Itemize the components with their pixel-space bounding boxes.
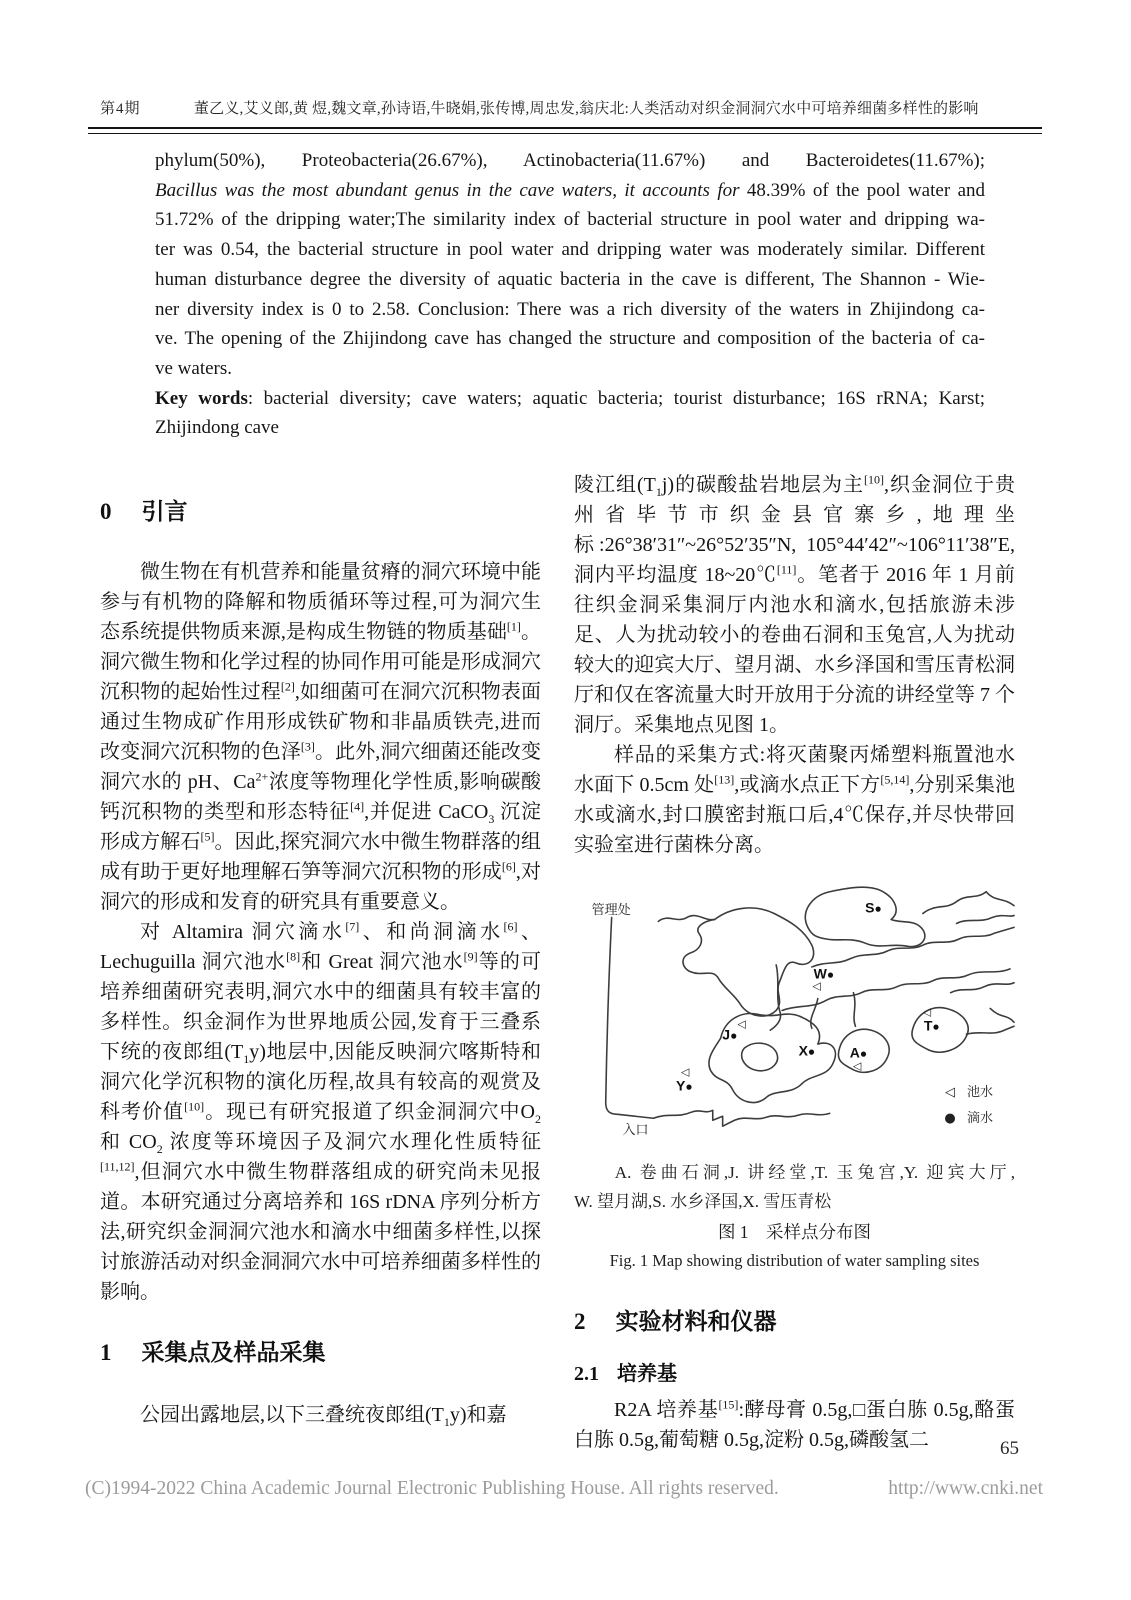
drip-water-dot-icon: ● [932, 1019, 940, 1034]
drip-water-dot-icon: ● [859, 1046, 868, 1061]
abstract-line [155, 354, 985, 384]
entrance-label: 入口 [622, 1123, 649, 1139]
figure-key-line-1: A. 卷曲石洞,J. 讲经堂,T. 玉兔宫,Y. 迎宾大厅, [614, 1163, 1015, 1182]
section-1-heading [100, 1329, 541, 1370]
abstract-line [155, 265, 985, 295]
sampling-point-label: S [865, 899, 875, 916]
subsection-2-1-heading [574, 1359, 1015, 1389]
abstract-text-segment: ter was 0.54, the bacterial structure in pool water and dripping water was moderately similar. Different [155, 239, 985, 261]
cave-outline [951, 983, 1014, 993]
abstract-text-segment: 48.39% of the pool water and [739, 179, 986, 201]
abstract-text-segment: ve. The opening of the Zhijindong cave has changed the structure and composition of the bacteria of ca- [155, 328, 985, 350]
cave-outline [986, 892, 1014, 906]
cave-outline [957, 915, 1014, 923]
page-number: 65 [1000, 1438, 1019, 1459]
figure-caption-zh: 图 1 采样点分布图 [717, 1222, 872, 1242]
page-footer [85, 1478, 1043, 1500]
cave-outline [912, 1005, 968, 1053]
figure-key [574, 1158, 1015, 1216]
sampling-point-label: T [923, 1017, 933, 1034]
cave-outline [683, 908, 814, 1016]
sampling-point-Y [676, 1078, 693, 1093]
page-header [100, 97, 1032, 118]
section-2-title: 实验材料和仪器 [615, 1308, 777, 1334]
sampling-point-S [865, 900, 882, 915]
cave-outline [966, 1026, 1014, 1034]
map-legend-row [943, 1080, 993, 1106]
cave-outline [653, 1110, 829, 1126]
section-2-paragraph: R2A 培养基[15]:酵母膏 0.5g,□蛋白胨 0.5g,酪蛋白胨 0.5g,葡萄糖 0.5g,淀粉 0.5g,磷酸氢二 [574, 1397, 1015, 1451]
left-column [100, 488, 541, 1430]
abstract-line [155, 235, 985, 265]
map-legend-row [943, 1106, 993, 1132]
right-paragraph-1: 陵江组$(T_1j)$的碳酸盐岩地层为主[10],织金洞位于贵州省毕节市织金县官寨乡,地理坐标:26°38′31″~26°52′35″N, 105°44′42″~106°11′38″E,洞内平均温度 18~20℃[11]。笔者于 2016 年 1 月前往织金洞采集洞厅内池水和滴水,包括旅游未涉足、人为扰动较小的卷曲石洞和玉兔宫,人为扰动较大的迎宾大厅、望月湖、水乡泽国和雪压青松洞厅和仅在客流量大时开放用于分流的讲经堂等 7 个洞厅。采集地点见图 1。 [574, 472, 1016, 736]
cave-outline [853, 993, 855, 1027]
abstract-line [155, 384, 985, 414]
running-title: 董乙义,艾义郎,黄 煜,魏文章,孙诗语,牛晓娟,张传博,周忠发,翁庆北:人类活动对织金洞洞穴水中可培养细菌多样性的影响 [193, 101, 979, 117]
sampling-point-A [850, 1046, 867, 1061]
abstract-text-segment: human disturbance degree the diversity of aquatic bacteria in the cave is different, The Shannon - Wie- [155, 268, 985, 290]
section-1-number: 1 [100, 1340, 112, 1365]
drip-water-dot-icon: ● [826, 967, 835, 982]
sampling-map [574, 870, 1015, 1142]
intro-paragraph-1: 微生物在有机营养和能量贫瘠的洞穴环境中能参与有机物的降解和物质循环等过程,可为洞穴生态系统提供物质来源,是构成生物链的物质基础[1]。洞穴微生物和化学过程的协同作用可能是形成洞穴沉积物的起始性过程[2],如细菌可在洞穴沉积物表面通过生物成矿作用形成铁矿物和非晶质铁壳,进而改变洞穴沉积物的色泽[3]。此外,洞穴细菌还能改变洞穴水的 pH、$Ca^{2+}$浓度等物理化学性质,影响碳酸钙沉积物的类型和形态特征[4],并促进 CaCO$_3$ 沉淀形成方解石[5]。因此,探究洞穴水中微生物群落的组成有助于更好地理解石笋等洞穴沉积物的形成[6],对洞穴的形成和发育的研究具有重要意义。 [100, 561, 542, 913]
abstract-text-segment: Zhijindong cave [155, 417, 279, 439]
pool-water-triangle-icon: ◁ [944, 1085, 955, 1100]
map-legend-label: 池水 [966, 1085, 993, 1100]
sampling-point-label: W [813, 965, 827, 982]
section-2-number: 2 [574, 1309, 586, 1334]
pool-water-triangle-icon: ◁ [852, 1059, 862, 1073]
map-legend [943, 1080, 993, 1132]
sampling-point-J [722, 1028, 737, 1043]
section-0-heading [100, 488, 541, 529]
figure-key-line-2: W. 望月湖,S. 水乡泽国,X. 雪压青松 [574, 1192, 832, 1211]
pool-water-triangle-icon: ◁ [812, 979, 821, 993]
cave-outline [606, 917, 654, 1118]
abstract-text-segment: : bacterial diversity; cave waters; aquatic bacteria; tourist disturbance; 16S rRNA; Karst; [247, 387, 985, 409]
section-1-title: 采集点及样品采集 [141, 1339, 326, 1365]
sampling-point-T [924, 1019, 940, 1034]
sampling-point-label: Y [675, 1077, 686, 1094]
section-1-paragraph: 公园出露地层,以下三叠统夜郎组$(T_1y)$和嘉 [140, 1404, 507, 1429]
drip-water-dot-icon: ● [807, 1044, 816, 1059]
drip-water-dot-icon: ● [874, 901, 882, 916]
footer-copyright: (C)1994-2022 China Academic Journal Electronic Publishing House. All rights reserved. [85, 1478, 779, 1499]
cave-outline [990, 1008, 1014, 1022]
right-column [574, 470, 1015, 1455]
cave-outline [742, 1043, 778, 1071]
management-office-label: 管理处 [591, 903, 631, 918]
drip-water-dot-icon: ● [944, 1111, 956, 1126]
section-2-heading [574, 1298, 1015, 1339]
abstract-text-segment: ner diversity index is 0 to 2.58. Conclusion: There was a rich diversity of the waters in Zhijindong ca- [155, 298, 985, 320]
right-paragraph-2: 样品的采集方式:将灭菌聚丙烯塑料瓶置池水水面下 0.5cm 处[13],或滴水点正下方[5,14],分别采集池水或滴水,封口膜密封瓶口后,4℃保存,并尽快带回实验室进行菌株分离。 [574, 744, 1016, 856]
pool-water-triangle-icon: ◁ [680, 1065, 690, 1079]
abstract-text-segment: ve waters. [155, 357, 233, 379]
cave-outline [658, 916, 714, 922]
section-0-number: 0 [100, 499, 112, 524]
header-rule [88, 127, 1042, 134]
subsection-2-1-title: 培养基 [617, 1363, 677, 1385]
cave-outline [923, 892, 986, 914]
abstract-line [155, 413, 985, 443]
sampling-point-label: J [722, 1026, 731, 1043]
figure-1 [574, 870, 1015, 1274]
abstract-line [155, 176, 985, 206]
abstract-text-segment: 51.72% of the dripping water;The similarity index of bacterial structure in pool water and dripping wa- [155, 209, 985, 231]
cave-outline [805, 887, 924, 946]
pool-water-triangle-icon: ◁ [737, 1017, 746, 1031]
drip-water-dot-icon: ● [685, 1079, 693, 1094]
abstract-text-segment: Bacillus was the most abundant genus in the cave waters, it accounts for [155, 179, 740, 201]
figure-caption-en: Fig. 1 Map showing distribution of water sampling sites [609, 1251, 980, 1270]
footer-url: http://www.cnki.net [888, 1478, 1043, 1499]
sampling-point-label: A [849, 1044, 860, 1061]
abstract-line [155, 205, 985, 235]
map-legend-label: 滴水 [966, 1111, 993, 1126]
abstract-line [155, 324, 985, 354]
journal-issue: 第4期 [100, 101, 141, 117]
pool-water-triangle-icon: ◁ [922, 1005, 932, 1019]
abstract-text-segment: Key words [155, 387, 248, 409]
abstract-line [155, 146, 985, 176]
sampling-point-X [799, 1043, 816, 1058]
intro-paragraph-2: 对 Altamira 洞穴滴水[7]、和尚洞滴水[6]、Lechuguilla 洞穴池水[8]和 Great 洞穴池水[9]等的可培养细菌研究表明,洞穴水中的细菌具有较丰富的多样性。织金洞作为世界地质公园,发育于三叠系下统的夜郎组$(T_1y)$地层中,因能反映洞穴喀斯特和洞穴化学沉积物的演化历程,故具有较高的观赏及科考价值[10]。现已有研究报道了织金洞洞穴中$O_2$ 和 $CO_2$ 浓度等环境因子及洞穴水理化性质特征[11,12],但洞穴水中微生物群落组成的研究尚未见报道。本研究通过分离培养和 16S rDNA 序列分析方法,研究织金洞洞穴池水和滴水中细菌多样性,以探讨旅游活动对织金洞洞穴水中可培养细菌多样性的影响。 [100, 919, 542, 1303]
sampling-point-label: X [798, 1042, 808, 1059]
abstract-block [155, 146, 985, 443]
drip-water-dot-icon: ● [730, 1028, 738, 1043]
subsection-2-1-number: 2.1 [574, 1363, 599, 1385]
abstract-text-segment: phylum(50%), Proteobacteria(26.67%), Actinobacteria(11.67%) and Bacteroidetes(11.67%); [155, 150, 985, 171]
abstract-line [155, 295, 985, 325]
section-0-title: 引言 [141, 498, 188, 524]
